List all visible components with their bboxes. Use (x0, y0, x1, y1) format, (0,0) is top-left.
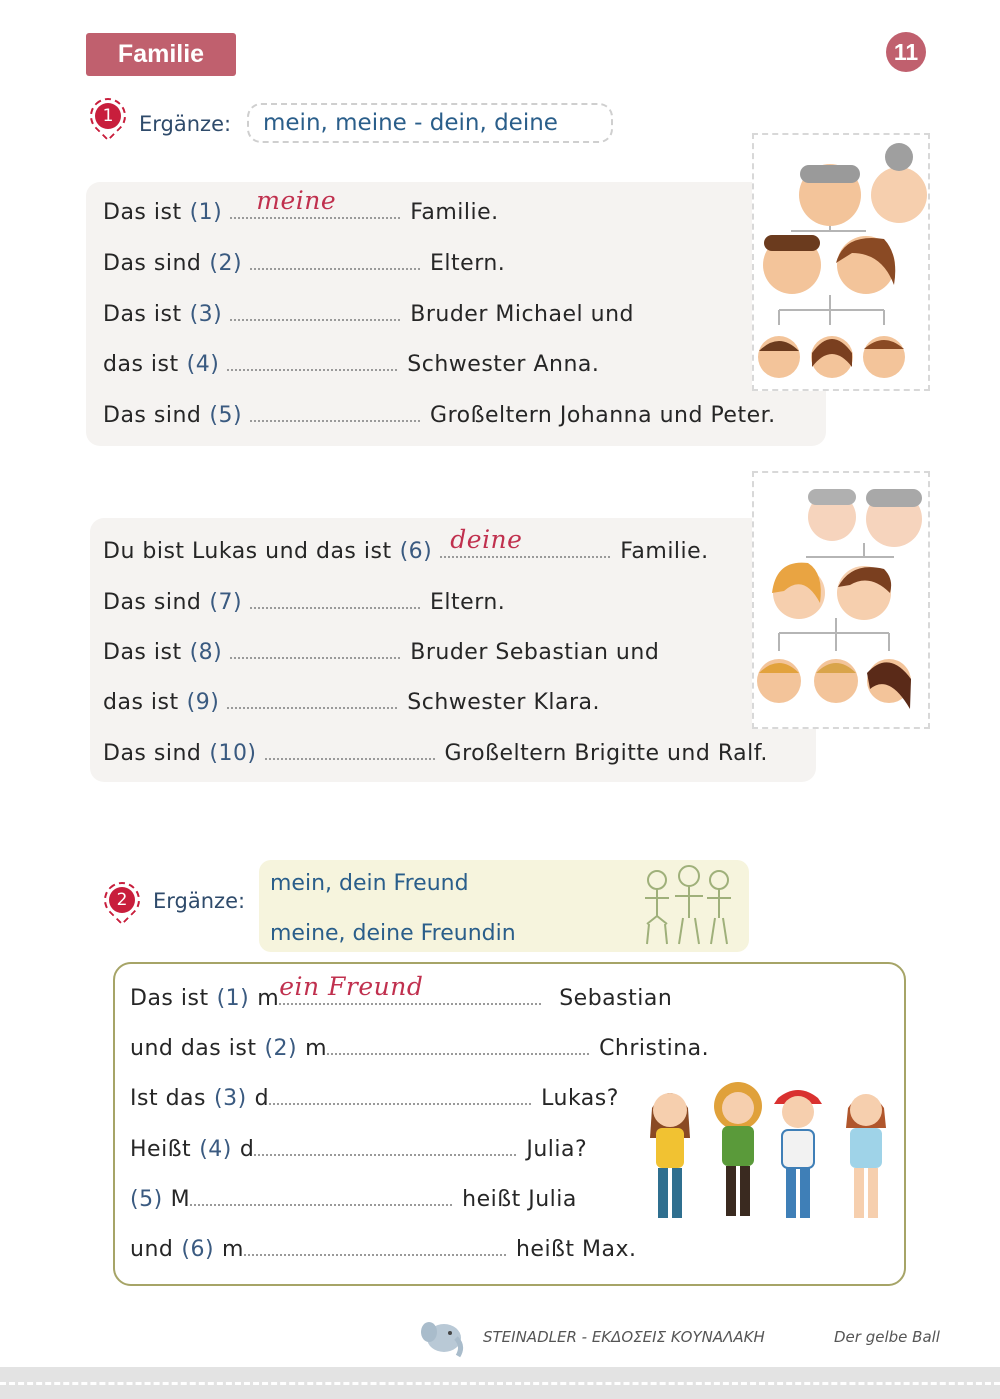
family-tree-illustration-a (752, 133, 930, 391)
footer-publisher: STEINADLER - ΕΚΔΟΣΕΙΣ ΚΟΥΝΑΛΑΚΗ (483, 1328, 765, 1346)
ex2-line-6: und (6) m heißt Max. (130, 1237, 637, 1262)
answer-blank-4[interactable] (227, 353, 397, 371)
ex1-line-8: Das ist (8) Bruder Sebastian und (103, 640, 660, 665)
page-number-badge: 11 (886, 32, 926, 72)
ex2-line-3: Ist das (3) d Lukas? (130, 1086, 619, 1111)
answer-blank-1[interactable] (230, 186, 400, 219)
answer-blank-ex2-4[interactable] (254, 1138, 516, 1156)
answer-blank-ex2-2[interactable] (327, 1037, 589, 1055)
children-group-illustration (640, 1078, 900, 1238)
answer-blank-7[interactable] (250, 591, 420, 609)
family-tree-illustration-b (752, 471, 930, 729)
exercise-1-marker (90, 98, 126, 142)
ex1-line-9: das ist (9) Schwester Klara. (103, 690, 601, 715)
ex1-line-3: Das ist (3) Bruder Michael und (103, 302, 634, 327)
ex1-line-2: Das sind (2) Eltern. (103, 251, 506, 276)
child-1 (650, 1093, 690, 1218)
child-3 (774, 1090, 822, 1218)
friends-sketch-icon (639, 864, 735, 948)
exercise-2-marker (104, 882, 140, 926)
exercise-1-hint: mein, meine - dein, deine (247, 103, 613, 143)
page-title: Familie (86, 33, 236, 76)
exercise-2-hint-box (259, 860, 749, 952)
answer-blank-5[interactable] (250, 404, 420, 422)
child-4 (846, 1094, 886, 1218)
handwritten-answer: deine (450, 525, 523, 554)
family-tree-faces-icon (754, 135, 928, 389)
answer-blank-2[interactable] (250, 252, 420, 270)
ex2-line-5: (5) M heißt Julia (130, 1187, 577, 1212)
ex1-line-10: Das sind (10) Großeltern Brigitte und Ralf. (103, 741, 768, 766)
handwritten-answer: ein Freund (279, 972, 424, 1001)
ex2-line-4: Heißt (4) d Julia? (130, 1137, 588, 1162)
answer-blank-3[interactable] (230, 303, 400, 321)
exercise-2-number: 2 (109, 887, 135, 913)
answer-blank-10[interactable] (265, 742, 435, 760)
elephant-logo-icon (420, 1316, 466, 1360)
answer-blank-9[interactable] (227, 691, 397, 709)
ex2-line-1: Das ist (1) m ein Freund Sebastian (130, 972, 673, 1011)
ex2-line-2: und das ist (2) m Christina. (130, 1036, 710, 1061)
family-tree-faces-icon (754, 473, 928, 727)
ex1-line-6: Du bist Lukas und das ist (6) deine Familie. (103, 525, 709, 564)
ex1-line-1: Das ist (1) meine Familie. (103, 186, 499, 225)
exercise-2-hint-line-1: mein, dein Freund (270, 871, 469, 896)
answer-blank-ex2-1[interactable] (279, 972, 541, 1005)
ex1-line-5: Das sind (5) Großeltern Johanna und Peter. (103, 403, 776, 428)
footer-strip (0, 1367, 1000, 1399)
exercise-1-number: 1 (95, 103, 121, 129)
exercise-2-instruction: Ergänze: (153, 889, 246, 913)
ex1-line-7: Das sind (7) Eltern. (103, 590, 506, 615)
answer-blank-ex2-3[interactable] (269, 1087, 531, 1105)
footer-series: Der gelbe Ball (834, 1328, 940, 1346)
child-2 (714, 1082, 762, 1216)
answer-blank-ex2-5[interactable] (190, 1188, 452, 1206)
handwritten-answer: meine (256, 186, 337, 215)
answer-blank-8[interactable] (230, 641, 400, 659)
ex1-line-4: das ist (4) Schwester Anna. (103, 352, 600, 377)
exercise-2-hint-line-2: meine, deine Freundin (270, 921, 516, 946)
answer-blank-6[interactable] (440, 525, 610, 558)
answer-blank-ex2-6[interactable] (244, 1238, 506, 1256)
exercise-1-instruction: Ergänze: (139, 112, 232, 136)
